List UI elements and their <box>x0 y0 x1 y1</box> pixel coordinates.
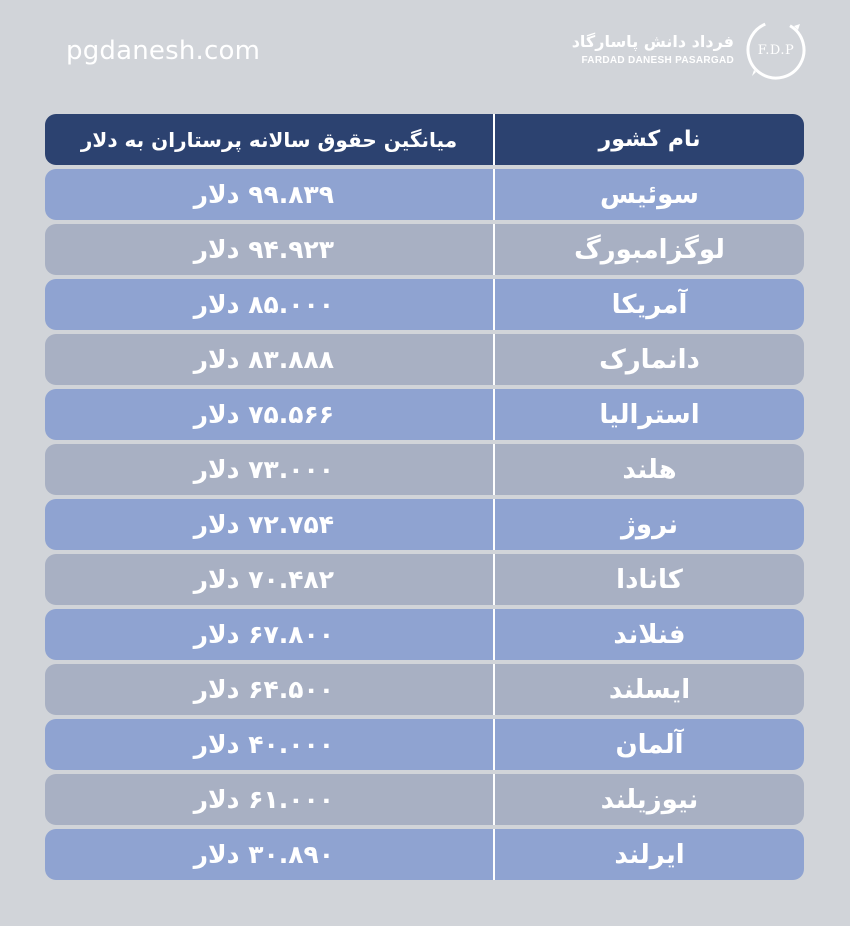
salary-cell <box>45 499 493 550</box>
brand <box>572 18 808 82</box>
table-row <box>45 609 804 660</box>
table-row <box>45 444 804 495</box>
table-body <box>45 169 804 880</box>
salary-cell <box>45 664 493 715</box>
table-row <box>45 389 804 440</box>
salary-value: ۹۹.۸۳۹ دلار <box>193 180 334 209</box>
salary-cell <box>45 774 493 825</box>
salary-value: ۷۲.۷۵۴ دلار <box>193 510 334 539</box>
country-cell: استرالیا <box>493 389 804 440</box>
salary-value: ۴۰.۰۰۰ دلار <box>193 730 334 759</box>
salary-cell <box>45 554 493 605</box>
table-row <box>45 554 804 605</box>
salary-cell <box>45 719 493 770</box>
brand-name-en: FARDAD DANESH PASARGAD <box>581 55 734 66</box>
table-row <box>45 774 804 825</box>
brand-text <box>572 31 734 69</box>
salary-cell <box>45 279 493 330</box>
table-row <box>45 499 804 550</box>
salary-value: ۸۳.۸۸۸ دلار <box>193 345 334 374</box>
salary-value: ۸۵.۰۰۰ دلار <box>193 290 334 319</box>
salary-cell <box>45 224 493 275</box>
table-row <box>45 334 804 385</box>
salary-cell <box>45 169 493 220</box>
table-row <box>45 169 804 220</box>
salary-value: ۶۷.۸۰۰ دلار <box>193 620 334 649</box>
brand-name-fa: فرداد دانش پاسارگاد <box>571 32 734 51</box>
salary-value: ۳۰.۸۹۰ دلار <box>193 840 334 869</box>
table-row <box>45 664 804 715</box>
salary-value: ۷۵.۵۶۶ دلار <box>193 400 334 429</box>
salary-cell <box>45 444 493 495</box>
table-row <box>45 279 804 330</box>
country-cell: نروژ <box>493 499 804 550</box>
column-header-country: نام کشور <box>493 114 804 165</box>
salary-cell <box>45 609 493 660</box>
table-row <box>45 224 804 275</box>
salary-cell <box>45 334 493 385</box>
country-cell: لوگزامبورگ <box>493 224 804 275</box>
country-cell: فنلاند <box>493 609 804 660</box>
country-cell: نیوزیلند <box>493 774 804 825</box>
table-row <box>45 829 804 880</box>
logo <box>744 18 808 82</box>
country-cell: آمریکا <box>493 279 804 330</box>
salary-value: ۶۴.۵۰۰ دلار <box>193 675 334 704</box>
country-cell: دانمارک <box>493 334 804 385</box>
site-url[interactable]: pgdanesh.com <box>66 36 261 66</box>
country-cell: هلند <box>493 444 804 495</box>
salary-value: ۶۱.۰۰۰ دلار <box>193 785 334 814</box>
country-cell: آلمان <box>493 719 804 770</box>
salary-value: ۷۰.۴۸۲ دلار <box>193 565 334 594</box>
salary-table <box>45 114 804 884</box>
column-header-salary: میانگین حقوق سالانه پرستاران به دلار <box>80 127 458 152</box>
table-row <box>45 719 804 770</box>
country-cell: سوئیس <box>493 169 804 220</box>
salary-cell <box>45 389 493 440</box>
country-cell: ایسلند <box>493 664 804 715</box>
table-header-row <box>45 114 804 165</box>
salary-value: ۹۴.۹۲۳ دلار <box>193 235 334 264</box>
salary-cell <box>45 829 493 880</box>
salary-value: ۷۳.۰۰۰ دلار <box>193 455 334 484</box>
country-cell: کانادا <box>493 554 804 605</box>
country-cell: ایرلند <box>493 829 804 880</box>
logo-text: F.D.P <box>757 42 795 58</box>
